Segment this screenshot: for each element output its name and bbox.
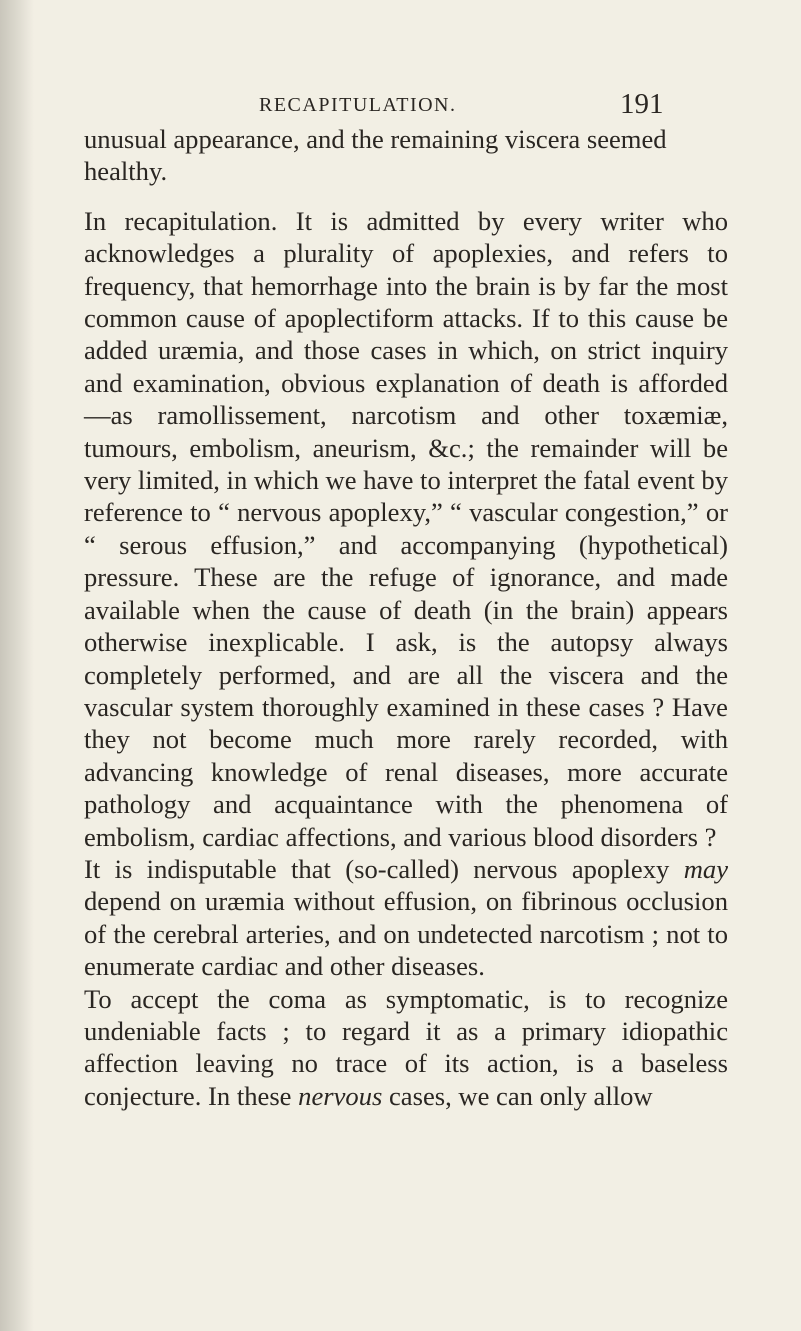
running-head-title: RECAPITULATION. (259, 94, 457, 116)
paragraph-recapitulation: In recapitulation. It is admitted by every writer who acknowledges a plurality of apoplexies, and refers to frequency, that hemorrhage into the brain is by far the most common cause of apoplectiform attacks. If to this cause be added uræmia, and those cases in which, on strict inquiry and examination, obvious explanation of death is afforded—as ramollissement, narcotism and other toxæmiæ, tumours, embolism, aneurism, &c.; the remainder will be very limited, in which we have to interpret the fatal event by reference to “ nervous apoplexy,” “ vascular congestion,” or “ serous effusion,” and accompanying (hypothetical) pressure. These are the refuge of ignorance, and made available when the cause of death (in the brain) appears otherwise inexplicable. I ask, is the autopsy always completely performed, and are all the viscera and the vascular system thoroughly examined in these cases ? Have they not become much more rarely recorded, with advancing knowledge of renal diseases, more accurate pathology and acquaintance with the phenomena of embolism, cardiac affections, and various blood disorders ? (84, 205, 728, 852)
body-text (84, 123, 728, 1112)
italic-word: may (683, 853, 728, 884)
paragraph-text: depend on uræmia without effusion, on fibrinous occlusion of the cerebral arteries, and on undetected narcotism ; not to enumerate cardiac and other diseases. (84, 886, 728, 982)
paragraph-text: cases, we can only allow (382, 1080, 653, 1111)
page-edge-shadow (0, 0, 34, 1331)
paragraph-text: It is indisputable that (so-called) nervous apoplexy (84, 853, 684, 884)
italic-word: nervous (298, 1080, 383, 1111)
paragraph-nervous-apoplexy (84, 853, 728, 983)
running-head (84, 88, 784, 128)
paragraph-continuation: unusual appearance, and the remaining viscera seemed healthy. (84, 124, 667, 187)
paragraph-coma (84, 983, 728, 1113)
page-number: 191 (620, 88, 664, 120)
paragraph-text: To accept the coma as symptomatic, is to recognize undeniable facts ; to regard it as a primary idiopathic affection leaving no trace of its action, is a baseless conjecture. In these (84, 983, 728, 1111)
